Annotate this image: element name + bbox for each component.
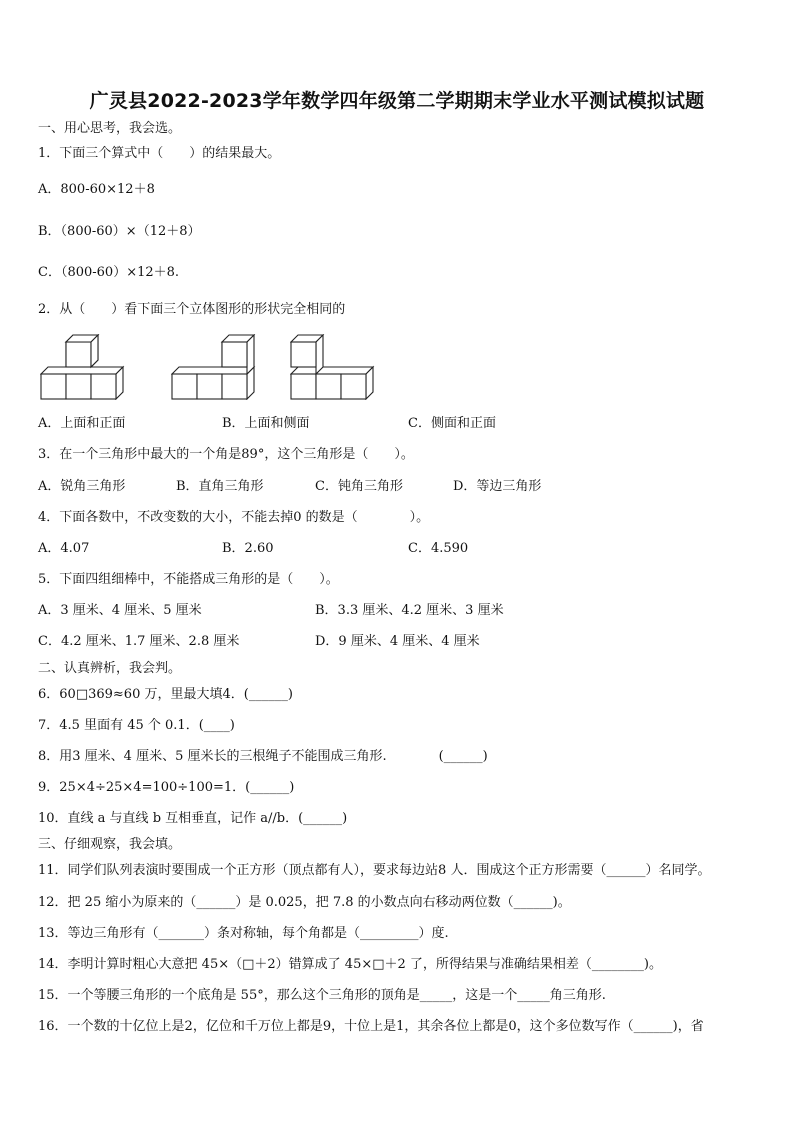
question-5-option-c: C．4.2 厘米、1.7 厘米、2.8 厘米 bbox=[38, 634, 240, 649]
question-3-option-b: B．直角三角形 bbox=[176, 479, 264, 494]
question-1-option-a: A．800-60×12＋8 bbox=[38, 182, 155, 197]
question-4-option-c: C．4.590 bbox=[408, 541, 469, 556]
question-2-option-b: B．上面和侧面 bbox=[222, 416, 310, 431]
question-2-stem: 2．从（ ）看下面三个立体图形的形状完全相同的 bbox=[38, 302, 346, 317]
question-2-option-c: C．侧面和正面 bbox=[408, 416, 496, 431]
question-3-option-d: D．等边三角形 bbox=[453, 479, 542, 494]
question-7: 7．4.5 里面有 45 个 0.1．(____) bbox=[38, 718, 235, 733]
section-heading-judge: 二、认真辨析，我会判。 bbox=[38, 661, 182, 676]
question-1-option-b: B．（800-60）×（12＋8） bbox=[38, 224, 201, 239]
question-16: 16．一个数的十亿位上是2，亿位和千万位上都是9，十位上是1，其余各位上都是0，这个多位数写作（______)，省 bbox=[38, 1019, 704, 1034]
solid-figure-3 bbox=[290, 334, 380, 400]
section-heading-choice: 一、用心思考，我会选。 bbox=[38, 121, 182, 136]
solid-figure-1 bbox=[40, 334, 130, 400]
question-4-stem: 4．下面各数中，不改变数的大小，不能去掉0 的数是（ ）。 bbox=[38, 510, 430, 525]
solid-figure-2 bbox=[171, 334, 261, 400]
question-11: 11．同学们队列表演时要围成一个正方形（顶点都有人），要求每边站8 人．围成这个正方形需要（______）名同学。 bbox=[38, 863, 711, 878]
question-15: 15．一个等腰三角形的一个底角是 55°，那么这个三角形的顶角是_____，这是一个_____角三角形. bbox=[38, 988, 606, 1003]
question-4-option-a: A．4.07 bbox=[38, 541, 90, 556]
question-1-stem: 1．下面三个算式中（ ）的结果最大。 bbox=[38, 146, 281, 161]
question-8: 8．用3 厘米、4 厘米、5 厘米长的三根绳子不能围成三角形. (______) bbox=[38, 749, 488, 764]
question-5-stem: 5．下面四组细棒中，不能搭成三角形的是（ ）。 bbox=[38, 572, 339, 587]
question-9: 9．25×4÷25×4=100÷100=1．(______) bbox=[38, 780, 295, 795]
question-5-option-b: B．3.3 厘米、4.2 厘米、3 厘米 bbox=[315, 603, 504, 618]
question-3-option-a: A．锐角三角形 bbox=[38, 479, 126, 494]
page-title: 广灵县2022-2023学年数学四年级第二学期期末学业水平测试模拟试题 bbox=[89, 90, 705, 112]
question-4-option-b: B．2.60 bbox=[222, 541, 274, 556]
question-13: 13．等边三角形有（_______）条对称轴，每个角都是（_________）度. bbox=[38, 926, 449, 941]
question-5-option-a: A．3 厘米、4 厘米、5 厘米 bbox=[38, 603, 202, 618]
question-5-option-d: D．9 厘米、4 厘米、4 厘米 bbox=[315, 634, 480, 649]
question-3-stem: 3．在一个三角形中最大的一个角是89°，这个三角形是（ ）。 bbox=[38, 447, 414, 462]
section-heading-fill: 三、仔细观察，我会填。 bbox=[38, 837, 182, 852]
question-10: 10．直线 a 与直线 b 互相垂直，记作 a//b．(______) bbox=[38, 811, 348, 826]
question-14: 14．李明计算时粗心大意把 45×（□＋2）错算成了 45×□＋2 了，所得结果与准确结果相差（________)。 bbox=[38, 957, 662, 972]
question-3-option-c: C．钝角三角形 bbox=[315, 479, 403, 494]
question-2-option-a: A．上面和正面 bbox=[38, 416, 126, 431]
question-12: 12．把 25 缩小为原来的（______）是 0.025，把 7.8 的小数点向右移动两位数（______)。 bbox=[38, 895, 571, 910]
question-1-option-c: C．（800-60）×12＋8. bbox=[38, 265, 180, 280]
question-6: 6．60□369≈60 万，里最大填4．(______) bbox=[38, 687, 293, 702]
